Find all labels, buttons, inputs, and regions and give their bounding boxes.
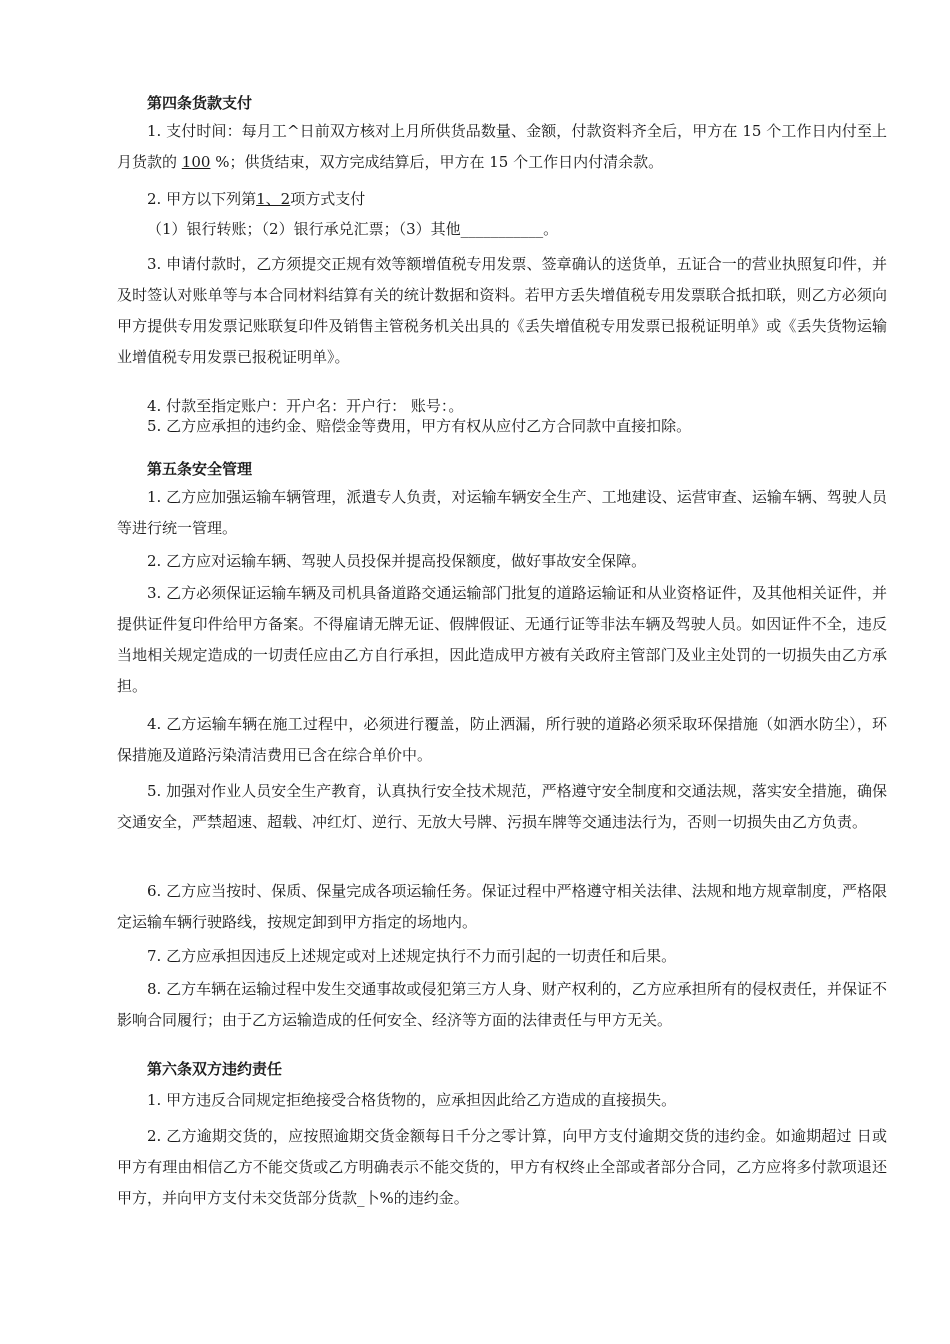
payment-options-end: 。 xyxy=(543,220,559,238)
section-4-heading: 第四条货款支付 xyxy=(147,94,253,112)
item-2-text-a: 2. 甲方以下列第 xyxy=(147,190,257,208)
item-1-text-a: 1. 支付时间：每月工^日前双方核对上月所供货品数量、金额，付款资料齐全后，甲方在 15 个工作日内付至上月货款的 xyxy=(117,122,887,171)
section-6-heading: 第六条双方违约责任 xyxy=(147,1060,283,1078)
section-6-item-1: 1. 甲方违反合同规定拒绝接受合格货物的，应承担因此给乙方造成的直接损失。 xyxy=(147,1091,677,1109)
payment-options-text: （1）银行转账；（2）银行承兑汇票；（3）其他 xyxy=(147,220,461,238)
section-5-item-3: 3. 乙方必须保证运输车辆及司机具备道路交通运输部门批复的道路运输证和从业资格证件，及其他相关证件，并提供证件复印件给甲方备案。不得雇请无牌无证、假牌假证、无通行证等非法车辆及驾驶人员。如因证件不全，违反当地相关规定造成的一切责任应由乙方自行承担，因此造成甲方被有关政府主管部门及业主处罚的一切损失由乙方承担。 xyxy=(117,584,887,695)
section-4-item-5: 5. 乙方应承担的违约金、赔偿金等费用，甲方有权从应付乙方合同款中直接扣除。 xyxy=(147,417,692,435)
payment-options-blank: ___________ xyxy=(460,220,544,238)
section-5-item-1: 1. 乙方应加强运输车辆管理，派遣专人负责，对运输车辆安全生产、工地建设、运营审查、运输车辆、驾驶人员等进行统一管理。 xyxy=(117,488,887,537)
section-5-heading: 第五条安全管理 xyxy=(147,460,253,478)
section-5-item-6: 6. 乙方应当按时、保质、保量完成各项运输任务。保证过程中严格遵守相关法律、法规和地方规章制度，严格限定运输车辆行驶路线，按规定卸到甲方指定的场地内。 xyxy=(117,882,887,931)
item-2-text-b: 项方式支付 xyxy=(290,190,366,208)
section-6-item-2: 2. 乙方逾期交货的，应按照逾期交货金额每日千分之零计算，向甲方支付逾期交货的违约金。如逾期超过 日或甲方有理由相信乙方不能交货或乙方明确表示不能交货的，甲方有权终止全部或者部分合同，乙方应将多付款项退还甲方，并向甲方支付未交货部分货款_卜%的违约金。 xyxy=(117,1127,887,1207)
section-5-item-5: 5. 加强对作业人员安全生产教育，认真执行安全技术规范，严格遵守安全制度和交通法规，落实安全措施，确保交通安全，严禁超速、超载、冲红灯、逆行、无放大号牌、污损车牌等交通违法行为，否则一切损失由乙方负责。 xyxy=(117,782,887,831)
section-4-item-2 xyxy=(147,189,365,209)
section-4-item-4: 4. 付款至指定账户：开户名：开户行： 账号：。 xyxy=(147,397,464,415)
section-5-item-8: 8. 乙方车辆在运输过程中发生交通事故或侵犯第三方人身、财产权利的，乙方应承担所有的侵权责任，并保证不影响合同履行；由于乙方运输造成的任何安全、经济等方面的法律责任与甲方无关。 xyxy=(117,980,887,1029)
section-4-item-1 xyxy=(117,116,887,178)
section-5-item-4: 4. 乙方运输车辆在施工过程中，必须进行覆盖，防止洒漏，所行驶的道路必须采取环保措施（如洒水防尘），环保措施及道路污染清洁费用已含在综合单价中。 xyxy=(117,715,887,764)
section-5-item-7: 7. 乙方应承担因违反上述规定或对上述规定执行不力而引起的一切责任和后果。 xyxy=(147,947,677,965)
payment-options xyxy=(147,219,558,239)
payment-method-choice: 1、2 xyxy=(256,190,291,208)
payment-percent: 100 xyxy=(181,153,211,171)
section-4-item-3: 3. 申请付款时，乙方须提交正规有效等额增值税专用发票、签章确认的送货单，五证合一的营业执照复印件，并及时签认对账单等与本合同材料结算有关的统计数据和资料。若甲方丢失增值税专用发票联合抵扣联，则乙方必须向甲方提供专用发票记账联复印件及销售主管税务机关出具的《丢失增值税专用发票已报税证明单》或《丢失货物运输业增值税专用发票已报税证明单》。 xyxy=(117,255,887,366)
item-1-text-b: %；供货结束，双方完成结算后，甲方在 15 个工作日内付清余款。 xyxy=(210,153,664,171)
section-5-item-2: 2. 乙方应对运输车辆、驾驶人员投保并提高投保额度，做好事故安全保障。 xyxy=(147,552,647,570)
